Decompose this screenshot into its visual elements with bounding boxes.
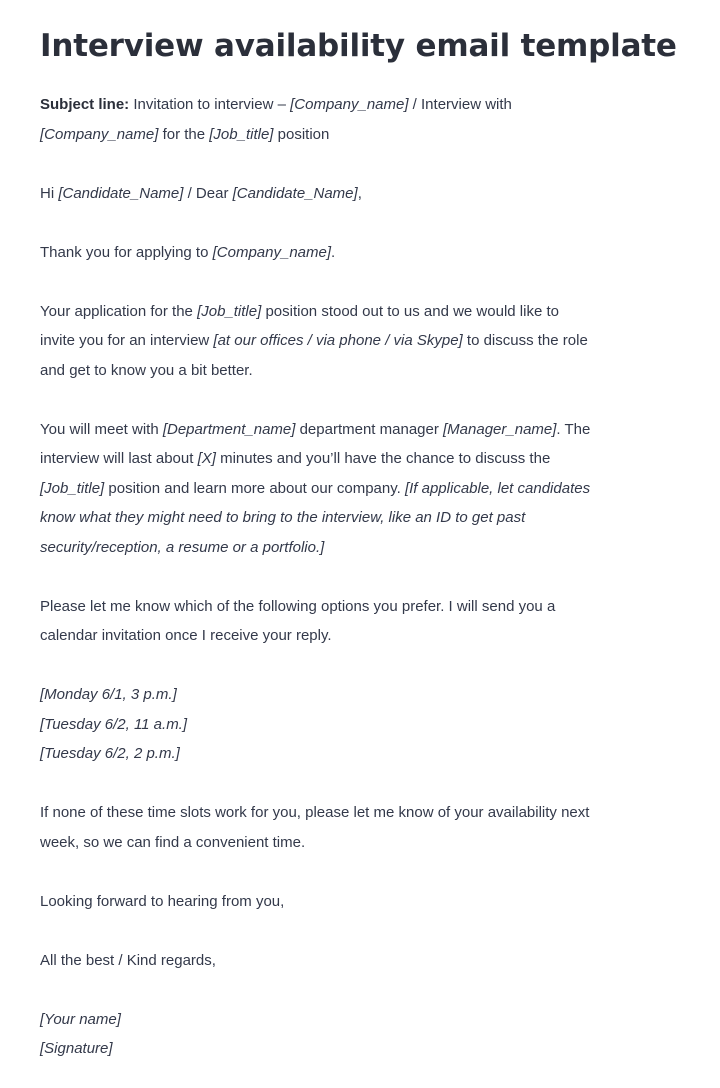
thanks-paragraph [40,238,680,268]
subject-line-row-1 [40,90,680,120]
thanks-text: . [331,243,336,261]
options-intro-paragraph [40,592,680,651]
application-row-3: and get to know you a bit better. [40,361,253,379]
application-row-1 [40,297,680,327]
job-title-placeholder: [Job_title] [40,479,105,497]
subject-text: for the [158,125,210,143]
candidate-name-placeholder: [Candidate_Name] [232,184,358,202]
application-text: Your application for the [40,302,198,320]
time-slot-option: [Tuesday 6/2, 11 a.m.] [40,715,188,733]
signature-placeholder: [Signature] [40,1040,113,1057]
page-title: Interview availability email template [40,28,677,64]
job-title-placeholder: [Job_title] [197,302,262,320]
interview-method-placeholder: [at our offices / via phone / via Skype] [213,332,463,349]
applicable-note: [If applicable, let candidates [404,479,591,497]
greeting-text: , [357,184,362,202]
your-name-placeholder: [Your name] [40,1010,121,1028]
subject-text: / Interview with [408,96,512,113]
meeting-text: minutes and you’ll have the chance to discuss the [215,450,551,467]
options-intro-row-1: Please let me know which of the following options you prefer. I will send you a [40,597,556,615]
meeting-text: You will meet with [40,420,163,438]
job-title-placeholder: [Job_title] [209,125,274,143]
closing-line: Looking forward to hearing from you, [40,892,285,910]
subject-text: position [273,125,330,143]
thanks-text: Thank you for applying to [40,243,213,261]
time-slot-list [40,680,680,769]
greeting-text: Hi [40,184,59,202]
subject-text: Invitation to interview – [129,96,291,113]
meeting-text: department manager [295,420,444,438]
company-placeholder: [Company_name] [212,243,332,261]
subject-line [40,90,680,149]
fallback-row-2: week, so we can find a convenient time. [40,833,306,851]
meeting-row-5: security/reception, a resume or a portfolio.] [40,538,325,556]
greeting [40,179,680,209]
fallback-paragraph [40,798,680,857]
meeting-paragraph [40,415,680,563]
application-text: to discuss the role [462,332,588,349]
signature-block [40,1005,680,1064]
subject-line-row-2 [40,120,680,150]
meeting-text: . The [556,420,591,438]
manager-placeholder: [Manager_name] [443,420,557,438]
candidate-name-placeholder: [Candidate_Name] [58,184,184,202]
minutes-placeholder: [X] [197,450,216,467]
subject-label: Subject line: [40,96,130,113]
meeting-text: position and learn more about our company. [104,479,405,497]
meeting-row-3 [40,474,680,504]
department-placeholder: [Department_name] [162,420,296,438]
company-placeholder: [Company_name] [290,96,409,113]
greeting-text: / Dear [183,184,233,202]
company-placeholder: [Company_name] [40,125,159,143]
application-text: position stood out to us and we would like to [261,302,559,320]
application-row-2 [40,326,680,356]
time-slot-option: [Monday 6/1, 3 p.m.] [40,686,177,703]
application-text: invite you for an interview [40,332,214,349]
meeting-row-2 [40,444,680,474]
meeting-row-4: know what they might need to bring to the interview, like an ID to get past [40,509,526,526]
fallback-row-1: If none of these time slots work for you, please let me know of your availability next [40,804,590,821]
meeting-row-1 [40,415,680,445]
meeting-text: interview will last about [40,450,198,467]
application-paragraph [40,297,680,386]
sign-off: All the best / Kind regards, [40,951,216,969]
time-slot-option: [Tuesday 6/2, 2 p.m.] [40,745,180,762]
options-intro-row-2: calendar invitation once I receive your reply. [40,627,332,644]
